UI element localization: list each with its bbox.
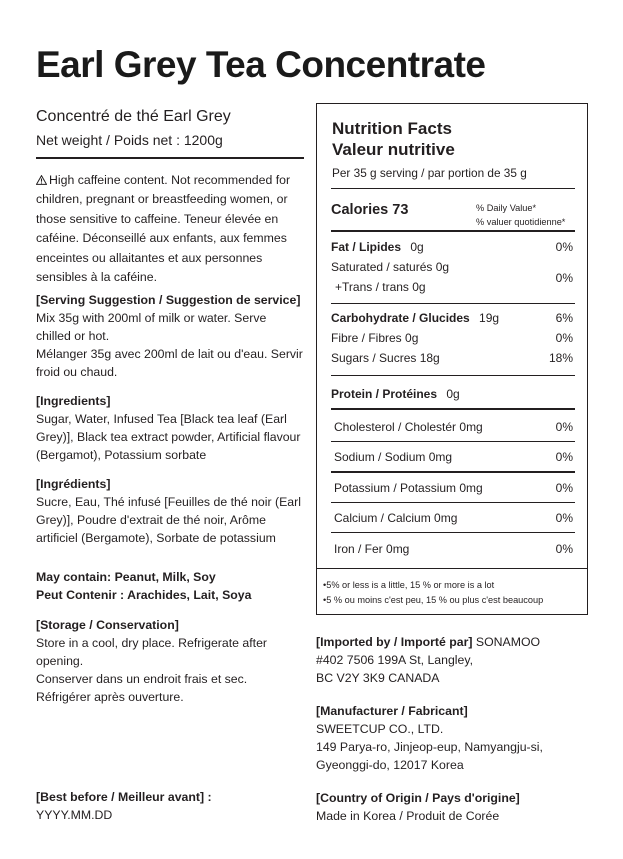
iron-row xyxy=(331,542,573,556)
allergen-en: May contain: Peanut, Milk, Soy xyxy=(36,570,216,585)
carb-row xyxy=(331,311,573,325)
iron-label: Iron / Fer 0mg xyxy=(334,542,410,556)
carb-label: Carbohydrate / Glucides xyxy=(331,311,470,325)
trans-row xyxy=(331,280,573,294)
net-weight: Net weight / Poids net : 1200g xyxy=(36,132,223,148)
storage-text: Store in a cool, dry place. Refrigerate after opening. Conserver dans un endroit frais et sec. Réfrigérer après ouverture. xyxy=(36,636,268,705)
allergen-fr: Peut Contenir : Arachides, Lait, Soya xyxy=(36,587,252,602)
manufacturer-section xyxy=(316,702,606,774)
sugars-row xyxy=(331,351,573,365)
sat-trans-pct: 0% xyxy=(555,271,573,285)
sodium-row xyxy=(331,450,573,464)
best-before-date: YYYY.MM.DD xyxy=(36,807,113,822)
fat-row xyxy=(331,240,573,254)
fat-value: 0g xyxy=(410,240,424,254)
fat-pct: 0% xyxy=(555,240,573,254)
importer-address: #402 7506 199A St, Langley, BC V2Y 3K9 CANADA xyxy=(316,653,474,685)
carb-value: 19g xyxy=(479,311,500,325)
divider xyxy=(36,157,304,159)
divider xyxy=(331,441,575,442)
divider xyxy=(331,502,575,503)
footnote-fr: •5 % ou moins c'est peu, 15 % ou plus c'est beaucoup xyxy=(323,594,544,605)
daily-value-fr: % valuer quotidienne* xyxy=(476,217,566,227)
warning-icon xyxy=(36,175,47,185)
nutrition-footnote xyxy=(323,578,543,607)
saturated-row xyxy=(331,260,573,274)
potassium-label: Potassium / Potassium 0mg xyxy=(334,481,483,495)
daily-value-en: % Daily Value* xyxy=(476,203,537,213)
storage-heading: [Storage / Conservation] xyxy=(36,618,179,633)
best-before-heading: [Best before / Meilleur avant] : xyxy=(36,790,212,804)
caffeine-warning xyxy=(36,171,304,287)
ingredients-fr-text: Sucre, Eau, Thé infusé [Feuilles de thé noir (Earl Grey)], Poudre d'extrait de thé noir, Arôme artificiel (Bergamote), Sorbate de potassium xyxy=(36,495,301,546)
importer-name: SONAMOO xyxy=(472,635,541,649)
allergen-statement xyxy=(36,569,304,604)
divider xyxy=(331,188,575,189)
serving-suggestion-text: Mix 35g with 200ml of milk or water. Serve chilled or hot. Mélanger 35g avec 200ml de lait ou d'eau. Servir froid ou chaud. xyxy=(36,311,303,380)
sugars-label: Sugars / Sucres 18g xyxy=(331,351,440,365)
cholesterol-row xyxy=(331,420,573,434)
warning-text: High caffeine content. Not recommended for children, pregnant or breastfeeding women, or those sensitive to caffeine. Teneur élevée en caféine. Déconseillé aux enfants, aux femmes enceintes ou allaitantes et aux personnes sensibles à la caféine. xyxy=(36,173,291,285)
cholesterol-label: Cholesterol / Cholestér 0mg xyxy=(334,420,483,434)
product-subtitle: Concentré de thé Earl Grey xyxy=(36,108,231,125)
divider xyxy=(331,303,575,304)
serving-suggestion-heading: [Serving Suggestion / Suggestion de service] xyxy=(36,293,301,308)
origin-section xyxy=(316,789,606,825)
storage-section xyxy=(36,616,304,706)
sodium-label: Sodium / Sodium 0mg xyxy=(334,450,453,464)
footnote-en: •5% or less is a little, 15 % or more is a lot xyxy=(323,580,495,590)
ingredients-en-text: Sugar, Water, Infused Tea [Black tea leaf (Earl Grey)], Black tea extract powder, Artificial flavour (Bergamot), Potassium sorbate xyxy=(36,412,301,463)
calcium-pct: 0% xyxy=(555,511,573,525)
best-before-section xyxy=(36,789,212,824)
trans-label: +Trans / trans 0g xyxy=(335,280,426,294)
carb-pct: 6% xyxy=(555,311,573,325)
divider xyxy=(331,532,575,533)
protein-row xyxy=(331,387,573,401)
saturated-label: Saturated / saturés 0g xyxy=(331,260,450,274)
calories: Calories 73 xyxy=(331,202,409,218)
calcium-label: Calcium / Calcium 0mg xyxy=(334,511,458,525)
calcium-row xyxy=(331,511,573,525)
fibre-label: Fibre / Fibres 0g xyxy=(331,331,419,345)
ingredients-fr-section xyxy=(36,475,304,547)
sugars-pct: 18% xyxy=(548,351,573,365)
fibre-pct: 0% xyxy=(555,331,573,345)
ingredients-en-section xyxy=(36,392,304,464)
nutrition-title xyxy=(332,118,455,160)
iron-pct: 0% xyxy=(555,542,573,556)
product-title: Earl Grey Tea Concentrate xyxy=(36,44,486,85)
nutrition-title-fr: Valeur nutritive xyxy=(332,140,455,159)
protein-label: Protein / Protéines xyxy=(331,387,438,401)
serving-size: Per 35 g serving / par portion de 35 g xyxy=(332,166,527,180)
potassium-pct: 0% xyxy=(555,481,573,495)
divider xyxy=(331,471,575,473)
nutrition-title-en: Nutrition Facts xyxy=(332,119,452,138)
fat-label: Fat / Lipides xyxy=(331,240,402,254)
manufacturer-heading: [Manufacturer / Fabricant] xyxy=(316,704,468,718)
daily-value-note xyxy=(476,201,565,229)
ingredients-fr-heading: [Ingrédients] xyxy=(36,477,111,492)
origin-text: Made in Korea / Produit de Corée xyxy=(316,809,500,823)
divider xyxy=(331,408,575,410)
importer-heading: [Imported by / Importé par] xyxy=(316,635,473,649)
divider xyxy=(317,568,587,569)
potassium-row xyxy=(331,481,573,495)
protein-value: 0g xyxy=(446,387,460,401)
sodium-pct: 0% xyxy=(555,450,573,464)
fibre-row xyxy=(331,331,573,345)
ingredients-en-heading: [Ingredients] xyxy=(36,394,111,409)
nutrition-facts-panel xyxy=(316,103,588,615)
serving-suggestion-section xyxy=(36,291,304,381)
importer-section xyxy=(316,633,606,687)
manufacturer-address: SWEETCUP CO., LTD. 149 Parya-ro, Jinjeop-eup, Namyangju-si, Gyeonggi-do, 12017 Korea xyxy=(316,722,543,772)
left-column xyxy=(36,106,304,706)
divider xyxy=(331,230,575,232)
divider xyxy=(331,375,575,376)
cholesterol-pct: 0% xyxy=(555,420,573,434)
origin-heading: [Country of Origin / Pays d'origine] xyxy=(316,791,520,805)
